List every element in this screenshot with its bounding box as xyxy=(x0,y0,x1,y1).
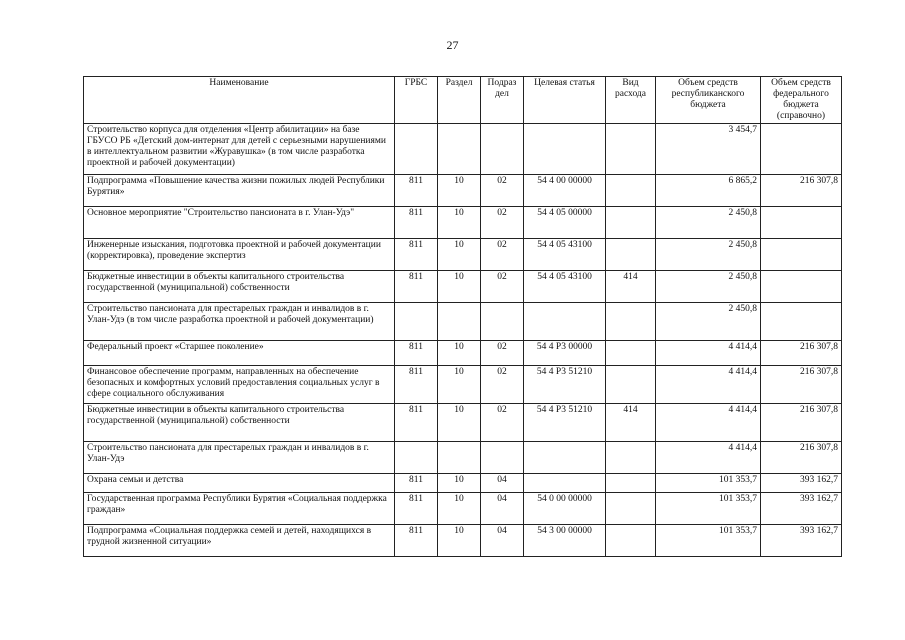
cell-podrazdel: 02 xyxy=(481,404,524,442)
cell-podrazdel: 02 xyxy=(481,271,524,303)
cell-federal xyxy=(761,207,842,239)
cell-federal: 216 307,8 xyxy=(761,175,842,207)
table-row xyxy=(84,303,842,341)
cell-federal: 216 307,8 xyxy=(761,442,842,474)
cell-target: 54 4 P3 51210 xyxy=(524,404,606,442)
col-header-podrazdel: Подраз дел xyxy=(481,77,524,124)
cell-name: Строительство пансионата для престарелых граждан и инвалидов в г. Улан-Удэ (в том числе разработка проектной и рабочей документации) xyxy=(84,303,395,341)
cell-name: Охрана семьи и детства xyxy=(84,474,395,493)
cell-podrazdel: 04 xyxy=(481,525,524,557)
cell-razdel xyxy=(438,124,481,175)
cell-target: 54 4 05 00000 xyxy=(524,207,606,239)
cell-grbs xyxy=(395,303,438,341)
table-row xyxy=(84,525,842,557)
cell-razdel: 10 xyxy=(438,175,481,207)
cell-name: Бюджетные инвестиции в объекты капитального строительства государственной (муниципальной) собственности xyxy=(84,271,395,303)
cell-grbs: 811 xyxy=(395,341,438,366)
cell-federal: 216 307,8 xyxy=(761,366,842,404)
cell-target xyxy=(524,303,606,341)
cell-vid xyxy=(606,525,656,557)
cell-republic: 101 353,7 xyxy=(656,525,761,557)
cell-grbs: 811 xyxy=(395,239,438,271)
cell-grbs: 811 xyxy=(395,474,438,493)
cell-federal: 393 162,7 xyxy=(761,525,842,557)
cell-grbs xyxy=(395,442,438,474)
cell-vid xyxy=(606,474,656,493)
cell-republic: 101 353,7 xyxy=(656,493,761,525)
col-header-name: Наименование xyxy=(84,77,395,124)
col-header-razdel: Раздел xyxy=(438,77,481,124)
table-row xyxy=(84,474,842,493)
table-row xyxy=(84,493,842,525)
table-header-row xyxy=(84,77,842,124)
cell-target: 54 4 05 43100 xyxy=(524,271,606,303)
cell-razdel: 10 xyxy=(438,474,481,493)
page-number: 27 xyxy=(446,38,459,52)
budget-table xyxy=(83,76,842,557)
col-header-republic: Объем средств республиканского бюджета xyxy=(656,77,761,124)
cell-grbs: 811 xyxy=(395,271,438,303)
cell-razdel: 10 xyxy=(438,493,481,525)
cell-vid: 414 xyxy=(606,404,656,442)
cell-vid xyxy=(606,303,656,341)
cell-federal: 216 307,8 xyxy=(761,341,842,366)
cell-name: Подпрограмма «Социальная поддержка семей и детей, находящихся в трудной жизненной ситуации» xyxy=(84,525,395,557)
cell-vid: 414 xyxy=(606,271,656,303)
cell-vid xyxy=(606,207,656,239)
table-row xyxy=(84,124,842,175)
cell-grbs xyxy=(395,124,438,175)
col-header-vid: Вид расхода xyxy=(606,77,656,124)
cell-target: 54 4 05 43100 xyxy=(524,239,606,271)
cell-target: 54 4 P3 00000 xyxy=(524,341,606,366)
cell-podrazdel: 04 xyxy=(481,493,524,525)
table-row xyxy=(84,207,842,239)
cell-vid xyxy=(606,124,656,175)
cell-republic: 4 414,4 xyxy=(656,442,761,474)
cell-podrazdel: 02 xyxy=(481,239,524,271)
cell-vid xyxy=(606,239,656,271)
cell-federal xyxy=(761,239,842,271)
col-header-federal: Объем средств федерального бюджета (справочно) xyxy=(761,77,842,124)
cell-vid xyxy=(606,493,656,525)
cell-vid xyxy=(606,442,656,474)
cell-vid xyxy=(606,366,656,404)
table-body xyxy=(84,124,842,557)
cell-republic: 3 454,7 xyxy=(656,124,761,175)
table-row xyxy=(84,175,842,207)
col-header-grbs: ГРБС xyxy=(395,77,438,124)
cell-republic: 2 450,8 xyxy=(656,207,761,239)
table-row xyxy=(84,271,842,303)
cell-federal: 393 162,7 xyxy=(761,474,842,493)
table-row xyxy=(84,239,842,271)
cell-razdel xyxy=(438,442,481,474)
cell-grbs: 811 xyxy=(395,525,438,557)
cell-podrazdel xyxy=(481,124,524,175)
cell-name: Основное мероприятие "Строительство пансионата в г. Улан-Удэ" xyxy=(84,207,395,239)
cell-target: 54 4 P3 51210 xyxy=(524,366,606,404)
table-row xyxy=(84,442,842,474)
cell-podrazdel: 02 xyxy=(481,175,524,207)
cell-podrazdel xyxy=(481,442,524,474)
cell-razdel: 10 xyxy=(438,525,481,557)
cell-razdel: 10 xyxy=(438,207,481,239)
cell-republic: 2 450,8 xyxy=(656,239,761,271)
cell-republic: 101 353,7 xyxy=(656,474,761,493)
cell-target xyxy=(524,124,606,175)
cell-razdel: 10 xyxy=(438,366,481,404)
cell-podrazdel xyxy=(481,303,524,341)
cell-podrazdel: 04 xyxy=(481,474,524,493)
cell-name: Федеральный проект «Старшее поколение» xyxy=(84,341,395,366)
cell-vid xyxy=(606,175,656,207)
cell-name: Строительство корпуса для отделения «Центр абилитации» на базе ГБУСО РБ «Детский дом-интернат для детей с серьезными нарушениями в интеллектуальном развитии «Журавушка» (в том числе разработка проектной и рабочей документации) xyxy=(84,124,395,175)
cell-razdel: 10 xyxy=(438,341,481,366)
cell-grbs: 811 xyxy=(395,493,438,525)
cell-name: Финансовое обеспечение программ, направленных на обеспечение безопасных и комфортных условий предоставления социальных услуг в сфере социального обслуживания xyxy=(84,366,395,404)
cell-name: Инженерные изыскания, подготовка проектной и рабочей документации (корректировка), проведение экспертиз xyxy=(84,239,395,271)
cell-republic: 4 414,4 xyxy=(656,366,761,404)
cell-federal: 216 307,8 xyxy=(761,404,842,442)
cell-grbs: 811 xyxy=(395,207,438,239)
cell-name: Строительство пансионата для престарелых граждан и инвалидов в г. Улан-Удэ xyxy=(84,442,395,474)
cell-grbs: 811 xyxy=(395,404,438,442)
cell-federal xyxy=(761,303,842,341)
cell-podrazdel: 02 xyxy=(481,341,524,366)
cell-federal xyxy=(761,271,842,303)
cell-name: Государственная программа Республики Бурятия «Социальная поддержка граждан» xyxy=(84,493,395,525)
cell-federal xyxy=(761,124,842,175)
cell-republic: 2 450,8 xyxy=(656,271,761,303)
col-header-target: Целевая статья xyxy=(524,77,606,124)
cell-razdel: 10 xyxy=(438,271,481,303)
cell-grbs: 811 xyxy=(395,366,438,404)
cell-republic: 6 865,2 xyxy=(656,175,761,207)
table-row xyxy=(84,341,842,366)
cell-target: 54 3 00 00000 xyxy=(524,525,606,557)
cell-republic: 4 414,4 xyxy=(656,404,761,442)
cell-name: Подпрограмма «Повышение качества жизни пожилых людей Республики Бурятия» xyxy=(84,175,395,207)
cell-razdel: 10 xyxy=(438,239,481,271)
cell-target xyxy=(524,474,606,493)
cell-grbs: 811 xyxy=(395,175,438,207)
cell-name: Бюджетные инвестиции в объекты капитального строительства государственной (муниципальной) собственности xyxy=(84,404,395,442)
cell-razdel: 10 xyxy=(438,404,481,442)
cell-target: 54 4 00 00000 xyxy=(524,175,606,207)
cell-vid xyxy=(606,341,656,366)
cell-podrazdel: 02 xyxy=(481,366,524,404)
cell-target: 54 0 00 00000 xyxy=(524,493,606,525)
cell-republic: 2 450,8 xyxy=(656,303,761,341)
cell-federal: 393 162,7 xyxy=(761,493,842,525)
cell-podrazdel: 02 xyxy=(481,207,524,239)
cell-republic: 4 414,4 xyxy=(656,341,761,366)
cell-razdel xyxy=(438,303,481,341)
cell-target xyxy=(524,442,606,474)
table-row xyxy=(84,366,842,404)
table-row xyxy=(84,404,842,442)
